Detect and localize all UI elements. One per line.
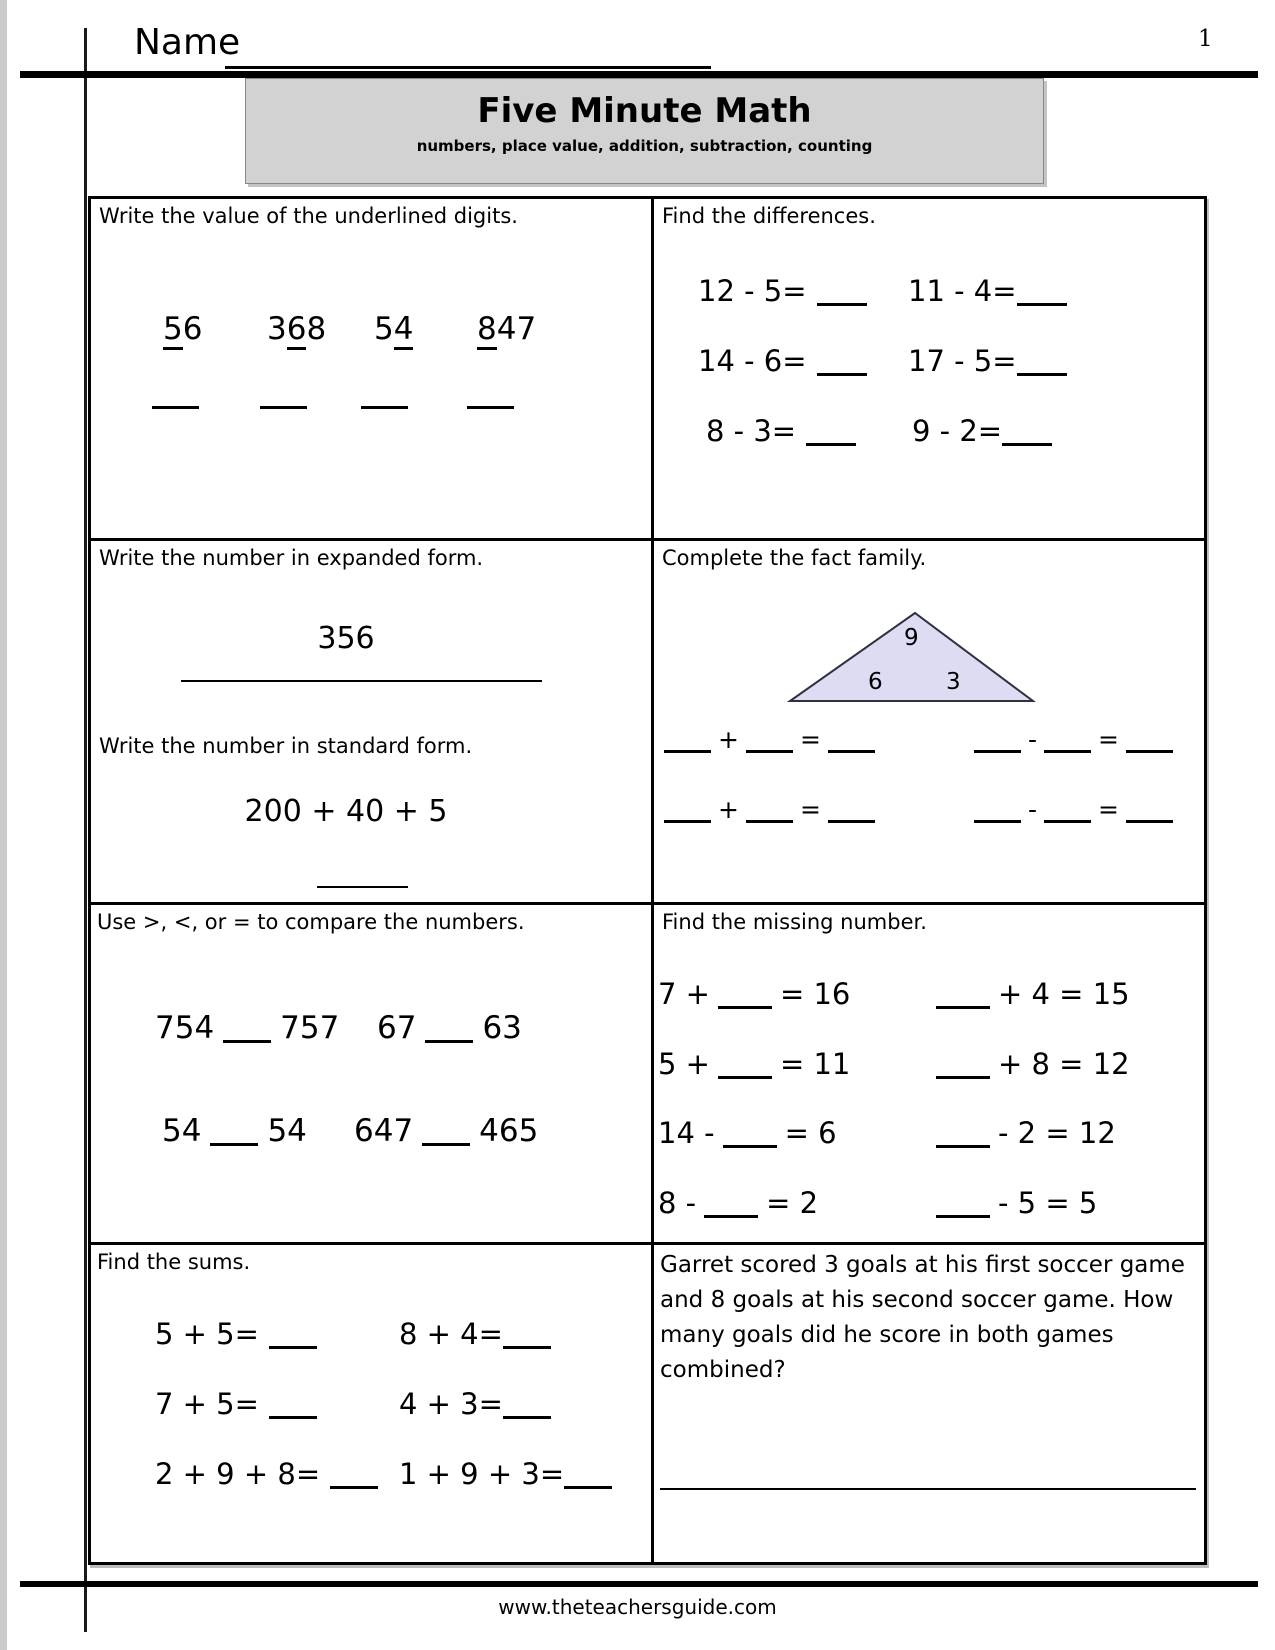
answer-line [260, 406, 307, 409]
compare-number: 54 [267, 1113, 307, 1149]
triangle-top-number: 9 [904, 625, 919, 651]
equation-text: 7 + 5= [155, 1387, 259, 1421]
page-number: 1 [1198, 26, 1213, 52]
worksheet-table [88, 196, 1207, 1565]
digit-underlined: 6 [287, 311, 307, 350]
equation [908, 274, 1067, 308]
equals-operator: = [1098, 725, 1119, 754]
given-expression: 200 + 40 + 5 [244, 794, 448, 829]
answer-blank [422, 1143, 470, 1146]
equation [936, 977, 1130, 1011]
answer-blank [425, 1040, 473, 1043]
section-prompt: Use >, <, or = to compare the numbers. [97, 910, 525, 934]
answer-blank [269, 1416, 317, 1419]
equation [936, 1116, 1116, 1150]
equation-text: 5 + 5= [155, 1317, 259, 1351]
answer-blank [503, 1346, 551, 1349]
answer-blank [718, 1076, 772, 1079]
fact-family-triangle [782, 607, 1036, 703]
equation-text: 14 - [658, 1116, 715, 1150]
equation-text: + 8 = 12 [998, 1047, 1130, 1081]
answer-blank [806, 443, 856, 446]
digit-plain: 5 [374, 311, 394, 347]
equation [658, 1116, 837, 1150]
answer-blank [564, 1486, 612, 1489]
equation-text: 8 + 4= [399, 1317, 503, 1351]
equation-text: 5 + [658, 1047, 710, 1081]
equation-text: = 11 [779, 1047, 851, 1081]
answer-blank [723, 1145, 777, 1148]
equation [936, 1186, 1097, 1220]
digit-plain: 8 [306, 311, 327, 347]
equation [155, 1457, 378, 1491]
equals-operator: = [799, 795, 821, 824]
plus-operator: + [718, 725, 739, 754]
compare-number: 757 [280, 1010, 340, 1046]
equation-text: = 2 [766, 1186, 819, 1220]
section-number-forms [91, 541, 651, 902]
equation [399, 1317, 551, 1351]
answer-blank [974, 750, 1021, 753]
section-prompt: Find the sums. [97, 1250, 251, 1274]
section-missing-number [654, 905, 1204, 1242]
answer-blank [936, 1145, 990, 1148]
equation [155, 1387, 317, 1421]
section-prompt: Find the differences. [662, 204, 876, 228]
equation [698, 344, 867, 378]
equation [399, 1387, 551, 1421]
compare-number: 54 [162, 1113, 202, 1149]
word-problem-text: Garret scored 3 goals at his first soccer game and 8 goals at his second soccer game. How many goals did he score in both games combined? [660, 1252, 1185, 1383]
section-prompt: Write the value of the underlined digits. [99, 204, 518, 228]
minus-operator: - [1028, 795, 1038, 824]
equation [399, 1457, 612, 1491]
worksheet-subtitle: numbers, place value, addition, subtraction, counting [416, 137, 873, 155]
equation [706, 414, 856, 448]
equation [698, 274, 867, 308]
answer-blank [330, 1486, 378, 1489]
answer-blank [704, 1215, 758, 1218]
equals-operator: = [799, 725, 821, 754]
subtraction-equation [974, 725, 1173, 755]
digit-plain: 6 [182, 311, 203, 347]
margin-rule-line [84, 28, 87, 1632]
answer-line [467, 406, 514, 409]
addition-equation [664, 725, 875, 755]
answer-blank [223, 1040, 271, 1043]
answer-line [317, 886, 408, 888]
equation-text: = 6 [784, 1116, 837, 1150]
equals-operator: = [1098, 795, 1119, 824]
answer-blank [936, 1076, 990, 1079]
underlined-number [374, 311, 413, 347]
equation-text: + 4 = 15 [998, 977, 1130, 1011]
subtraction-equation [974, 795, 1173, 825]
section-prompt: Write the number in expanded form. [99, 546, 484, 570]
compare-number: 67 [377, 1010, 417, 1046]
digit-underlined: 5 [163, 311, 183, 350]
compare-number: 465 [479, 1113, 539, 1149]
answer-blank [1002, 443, 1052, 446]
underlined-number [477, 311, 536, 347]
answer-line [181, 680, 542, 682]
equation [658, 1186, 818, 1220]
equation-text: 11 - 4= [908, 274, 1017, 308]
plus-operator: + [718, 795, 739, 824]
digit-plain: 47 [496, 311, 537, 347]
equation-text: - 2 = 12 [998, 1116, 1116, 1150]
name-answer-line [225, 25, 711, 69]
answer-blank [828, 820, 875, 823]
equation-text: 8 - 3= [706, 414, 797, 448]
answer-blank [1017, 303, 1067, 306]
triangle-bottom-right-number: 3 [946, 669, 961, 695]
answer-blank [269, 1346, 317, 1349]
compare-pair [155, 1010, 339, 1046]
answer-blank [974, 820, 1021, 823]
equation-text: 2 + 9 + 8= [155, 1457, 321, 1491]
section-prompt: Find the missing number. [662, 910, 927, 934]
underlined-number [163, 311, 202, 347]
equation-text: 12 - 5= [698, 274, 807, 308]
answer-blank [746, 750, 793, 753]
answer-blank [936, 1215, 990, 1218]
answer-line [361, 406, 408, 409]
underlined-number [267, 311, 326, 347]
answer-blank [1044, 820, 1091, 823]
name-label: Name [134, 22, 241, 63]
equation [658, 977, 850, 1011]
equation-text: 14 - 6= [698, 344, 807, 378]
equation-text: = 16 [779, 977, 851, 1011]
digit-plain: 3 [267, 311, 287, 347]
page-edge-strip [0, 0, 7, 1650]
top-rule [20, 71, 1258, 78]
equation [658, 1047, 850, 1081]
answer-line [660, 1488, 1196, 1490]
answer-blank [1126, 820, 1173, 823]
header-box [245, 78, 1044, 184]
answer-line [152, 406, 199, 409]
section-compare [91, 905, 651, 1242]
answer-blank [828, 750, 875, 753]
compare-number: 754 [155, 1010, 215, 1046]
section-sums [91, 1245, 651, 1562]
equation-text: 8 - [658, 1186, 697, 1220]
digit-underlined: 8 [477, 311, 497, 350]
compare-pair [162, 1113, 307, 1149]
footer-url: www.theteachersguide.com [498, 1595, 777, 1619]
answer-blank [817, 303, 867, 306]
section-prompt: Complete the fact family. [662, 546, 927, 570]
equation [912, 414, 1052, 448]
answer-blank [503, 1416, 551, 1419]
equation-text: 17 - 5= [908, 344, 1017, 378]
answer-blank [936, 1006, 990, 1009]
section-prompt: Write the number in standard form. [99, 734, 473, 758]
minus-operator: - [1028, 725, 1038, 754]
worksheet-title: Five Minute Math [477, 91, 812, 131]
section-differences [654, 199, 1204, 538]
addition-equation [664, 795, 875, 825]
answer-blank [1126, 750, 1173, 753]
answer-blank [664, 750, 711, 753]
answer-blank [746, 820, 793, 823]
given-number: 356 [317, 621, 375, 656]
compare-pair [377, 1010, 522, 1046]
equation-text: - 5 = 5 [998, 1186, 1098, 1220]
section-word-problem [654, 1245, 1204, 1562]
compare-number: 63 [482, 1010, 522, 1046]
compare-number: 647 [354, 1113, 414, 1149]
equation-text: 1 + 9 + 3= [399, 1457, 565, 1491]
answer-blank [718, 1006, 772, 1009]
section-underlined-digits [91, 199, 651, 538]
equation-text: 4 + 3= [399, 1387, 503, 1421]
section-fact-family [654, 541, 1204, 902]
compare-pair [354, 1113, 538, 1149]
equation [908, 344, 1067, 378]
answer-blank [817, 373, 867, 376]
equation [936, 1047, 1130, 1081]
triangle-bottom-left-number: 6 [868, 669, 883, 695]
digit-underlined: 4 [394, 311, 414, 350]
equation [155, 1317, 317, 1351]
answer-blank [664, 820, 711, 823]
equation-text: 9 - 2= [912, 414, 1003, 448]
answer-blank [1044, 750, 1091, 753]
bottom-rule [20, 1581, 1258, 1587]
answer-blank [210, 1143, 258, 1146]
equation-text: 7 + [658, 977, 710, 1011]
answer-blank [1017, 373, 1067, 376]
